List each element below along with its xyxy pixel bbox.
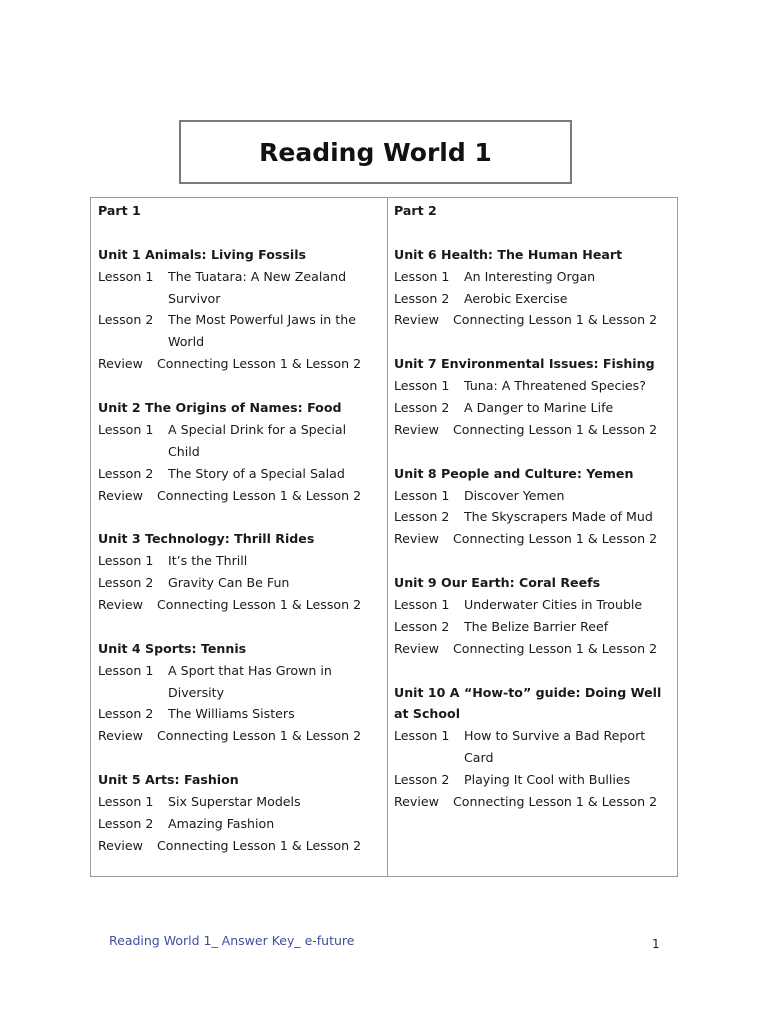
lesson-row xyxy=(98,572,387,594)
review-label: Review xyxy=(98,356,143,372)
lesson-row xyxy=(394,769,677,791)
title-box xyxy=(179,120,572,184)
review-label: Review xyxy=(98,728,143,744)
unit-heading: Unit 9 Our Earth: Coral Reefs xyxy=(393,575,601,591)
review-row xyxy=(394,791,677,813)
lesson-row xyxy=(394,725,677,747)
review-label: Review xyxy=(98,837,143,853)
lesson-label: Lesson 2 xyxy=(98,312,154,328)
lesson-row xyxy=(98,266,387,288)
lesson-label: Lesson 2 xyxy=(393,772,450,788)
unit-heading: Unit 7 Environmental Issues: Fishing xyxy=(393,356,655,372)
unit-heading: Unit 4 Sports: Tennis xyxy=(98,640,247,656)
part2-column xyxy=(388,198,677,876)
lesson-label: Lesson 1 xyxy=(393,728,450,744)
lesson-title: How to Survive a Bad Report xyxy=(463,728,646,744)
page-number: 1 xyxy=(652,937,660,951)
lesson-label: Lesson 1 xyxy=(393,597,450,613)
lesson-label: Lesson 1 xyxy=(98,421,154,437)
lesson-title: The Skyscrapers Made of Mud xyxy=(463,509,653,525)
review-title: Connecting Lesson 1 & Lesson 2 xyxy=(452,312,658,328)
part-label: Part 1 xyxy=(98,203,141,218)
footer-text: Reading World 1_ Answer Key_ e-future xyxy=(109,933,355,948)
unit-heading: Unit 8 People and Culture: Yemen xyxy=(393,465,634,481)
review-title: Connecting Lesson 1 & Lesson 2 xyxy=(157,487,362,503)
lesson-label: Lesson 2 xyxy=(98,575,154,591)
lesson-title: It’s the Thrill xyxy=(168,553,248,569)
part1-column xyxy=(91,198,388,876)
lesson-row xyxy=(98,419,387,441)
lesson-title: Amazing Fashion xyxy=(168,815,275,831)
lesson-title: The Tuatara: A New Zealand xyxy=(168,268,347,284)
review-row xyxy=(98,725,387,747)
unit-heading: Unit 6 Health: The Human Heart xyxy=(393,246,623,262)
review-row xyxy=(394,528,677,550)
lesson-row xyxy=(394,288,677,310)
review-row xyxy=(98,835,387,857)
review-title: Connecting Lesson 1 & Lesson 2 xyxy=(157,837,362,853)
lesson-title-cont: World xyxy=(168,334,205,350)
lesson-title: The Belize Barrier Reef xyxy=(463,618,609,634)
lesson-row xyxy=(98,550,387,572)
review-row xyxy=(98,353,387,375)
lesson-row xyxy=(394,506,677,528)
lesson-title-cont: Child xyxy=(168,443,200,459)
lesson-row xyxy=(98,813,387,835)
lesson-row xyxy=(394,266,677,288)
lesson-label: Lesson 2 xyxy=(98,465,154,481)
lesson-label: Lesson 1 xyxy=(98,553,154,569)
review-label: Review xyxy=(393,531,439,547)
lesson-row xyxy=(394,616,677,638)
lesson-label: Lesson 2 xyxy=(393,618,450,634)
lesson-label: Lesson 1 xyxy=(98,662,154,678)
review-title: Connecting Lesson 1 & Lesson 2 xyxy=(157,728,362,744)
lesson-title: Six Superstar Models xyxy=(168,794,301,810)
review-title: Connecting Lesson 1 & Lesson 2 xyxy=(157,356,362,372)
review-label: Review xyxy=(393,640,439,656)
lesson-title: A Sport that Has Grown in xyxy=(168,662,332,678)
review-row xyxy=(394,419,677,441)
lesson-row xyxy=(394,397,677,419)
review-title: Connecting Lesson 1 & Lesson 2 xyxy=(452,531,658,547)
review-row xyxy=(394,309,677,331)
lesson-title: An Interesting Organ xyxy=(463,268,596,284)
review-row xyxy=(98,485,387,507)
lesson-row xyxy=(394,485,677,507)
lesson-title: Playing It Cool with Bullies xyxy=(463,772,631,788)
review-label: Review xyxy=(98,487,143,503)
lesson-label: Lesson 1 xyxy=(393,378,450,394)
unit-heading-cont: at School xyxy=(393,706,461,722)
lesson-title: The Story of a Special Salad xyxy=(168,465,345,481)
review-label: Review xyxy=(98,597,143,613)
unit-heading: Unit 5 Arts: Fashion xyxy=(98,772,239,788)
review-row xyxy=(98,594,387,616)
lesson-title: A Special Drink for a Special xyxy=(168,421,347,437)
review-title: Connecting Lesson 1 & Lesson 2 xyxy=(452,794,658,810)
table-of-contents xyxy=(90,197,678,877)
page-title: Reading World 1 xyxy=(259,137,492,167)
unit-heading: Unit 10 A “How-to” guide: Doing Well xyxy=(393,684,662,700)
unit-heading: Unit 1 Animals: Living Fossils xyxy=(98,246,307,262)
lesson-title: The Williams Sisters xyxy=(168,706,295,722)
review-title: Connecting Lesson 1 & Lesson 2 xyxy=(452,640,658,656)
review-row xyxy=(394,638,677,660)
lesson-title-cont: Diversity xyxy=(168,684,225,700)
lesson-row xyxy=(98,463,387,485)
lesson-title: Aerobic Exercise xyxy=(463,290,568,306)
lesson-row xyxy=(394,594,677,616)
lesson-title: A Danger to Marine Life xyxy=(463,400,614,416)
part-label: Part 2 xyxy=(393,203,437,218)
lesson-title-cont: Card xyxy=(463,750,494,766)
lesson-label: Lesson 2 xyxy=(98,706,154,722)
lesson-label: Lesson 1 xyxy=(393,268,450,284)
lesson-label: Lesson 1 xyxy=(98,268,154,284)
review-title: Connecting Lesson 1 & Lesson 2 xyxy=(157,597,362,613)
lesson-label: Lesson 2 xyxy=(393,509,450,525)
lesson-label: Lesson 2 xyxy=(393,400,450,416)
lesson-row xyxy=(98,703,387,725)
review-label: Review xyxy=(393,312,439,328)
lesson-title: Discover Yemen xyxy=(463,487,565,503)
lesson-row xyxy=(98,309,387,331)
lesson-title: Gravity Can Be Fun xyxy=(168,575,290,591)
lesson-title: The Most Powerful Jaws in the xyxy=(168,312,356,328)
lesson-label: Lesson 2 xyxy=(393,290,450,306)
lesson-label: Lesson 2 xyxy=(98,815,154,831)
review-title: Connecting Lesson 1 & Lesson 2 xyxy=(452,421,658,437)
unit-heading: Unit 2 The Origins of Names: Food xyxy=(98,400,342,416)
lesson-row xyxy=(394,375,677,397)
lesson-label: Lesson 1 xyxy=(98,794,154,810)
lesson-title-cont: Survivor xyxy=(168,290,221,306)
lesson-label: Lesson 1 xyxy=(393,487,450,503)
lesson-title: Tuna: A Threatened Species? xyxy=(463,378,646,394)
lesson-row xyxy=(98,660,387,682)
review-label: Review xyxy=(393,421,439,437)
lesson-row xyxy=(98,791,387,813)
review-label: Review xyxy=(393,794,439,810)
lesson-title: Underwater Cities in Trouble xyxy=(463,597,643,613)
unit-heading: Unit 3 Technology: Thrill Rides xyxy=(98,531,315,547)
